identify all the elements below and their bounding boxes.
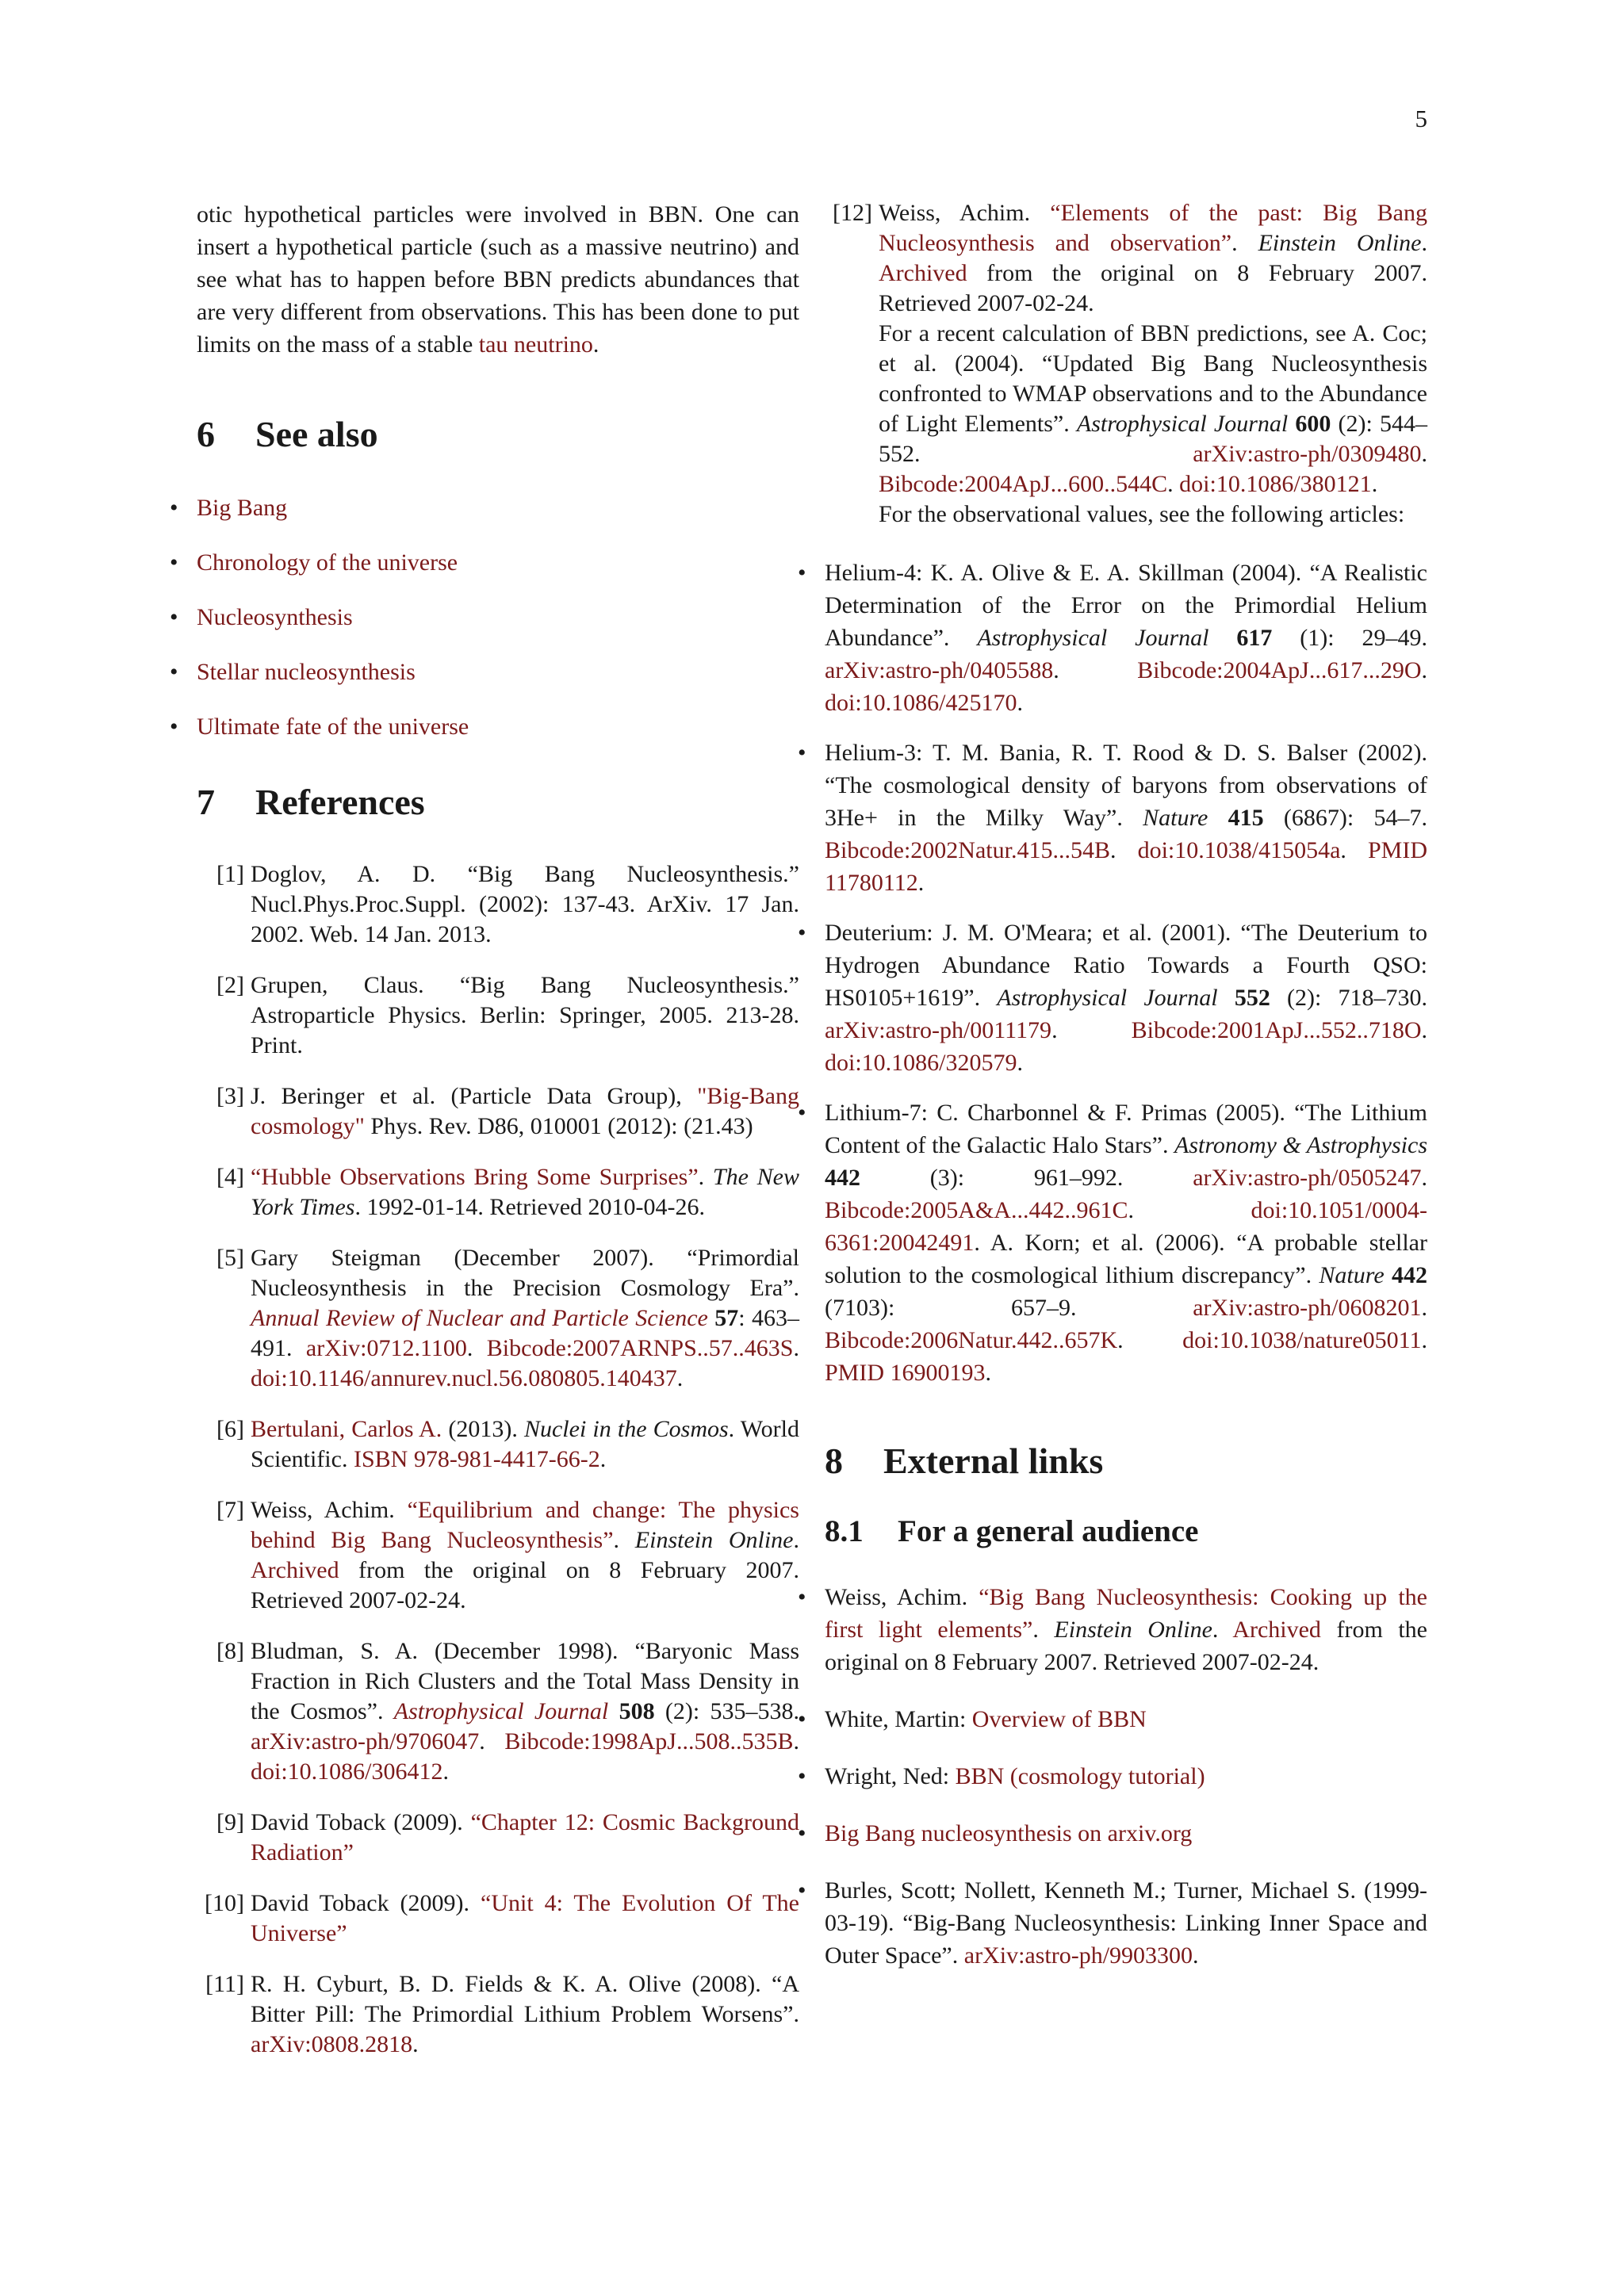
doi-link[interactable]: doi:10.1086/320579: [825, 1050, 1017, 1076]
publication-title: Nature: [1143, 805, 1208, 831]
doi-link[interactable]: doi:10.1086/380121: [1179, 471, 1372, 497]
section-number: 6: [197, 414, 215, 454]
publication-title: Astrophysical Journal: [977, 625, 1209, 651]
reference-paragraph: For the observational values, see the following articles:: [879, 501, 1405, 527]
reference-item: [197, 859, 799, 950]
item-text: (3): 961–992.: [860, 1165, 1193, 1191]
archived-link[interactable]: Archived: [1232, 1617, 1321, 1643]
pmid-link[interactable]: PMID 16900193: [825, 1360, 986, 1386]
section-title: See also: [255, 414, 378, 454]
reference-number: [2]: [216, 972, 244, 998]
reference-number: [11]: [205, 1971, 244, 1997]
see-also-heading: [197, 413, 799, 455]
item-text: [1208, 805, 1228, 831]
volume: 442: [1392, 1262, 1427, 1288]
see-also-link[interactable]: Stellar nucleosynthesis: [197, 659, 416, 685]
reference-item: [197, 1969, 799, 2060]
item-text: (1): 29–49.: [1272, 625, 1427, 651]
reference-item: [197, 1081, 799, 1142]
bibcode-link[interactable]: Bibcode:2006Natur.442..657K: [825, 1327, 1118, 1353]
reference-text: Weiss, Achim.: [251, 1497, 408, 1523]
tau-neutrino-link[interactable]: tau neutrino: [478, 331, 593, 358]
volume: 552: [1234, 985, 1270, 1011]
reference-text: Gary Steigman (December 2007). “Primordial Nucleosynthesis in the Precision Cosmology Era”.: [251, 1245, 799, 1301]
item-text: .: [1017, 1050, 1024, 1076]
item-text: .: [1053, 657, 1138, 683]
reference-item: [197, 1243, 799, 1394]
publication-title: Astrophysical Journal: [997, 985, 1218, 1011]
reference-item: [197, 1636, 799, 1787]
section-number: 7: [197, 782, 215, 822]
list-item: [197, 710, 799, 743]
reference-text: (2): 535–538.: [654, 1698, 799, 1724]
intro-text-end: .: [592, 331, 599, 358]
page-number: 5: [1415, 105, 1427, 132]
arxiv-link[interactable]: arXiv:astro-ph/9706047: [251, 1728, 480, 1755]
item-text: (6867): 54–7.: [1263, 805, 1427, 831]
reference-item: [197, 1808, 799, 1868]
reference-text: from the original on 8 February 2007. Retrieved 2007-02-24.: [251, 1557, 799, 1613]
item-text: .: [917, 870, 925, 896]
observation-list: [825, 557, 1427, 1389]
item-text: [1208, 625, 1236, 651]
publication-title: Nuclei in the Cosmos: [523, 1416, 729, 1442]
item-text: from the original on 8 February 2007. Retrieved 2007-02-24.: [825, 1617, 1427, 1675]
reference-text: (2): 544–552.: [879, 411, 1428, 467]
item-text: .: [1193, 1942, 1199, 1969]
publication-title: Einstein Online: [634, 1527, 794, 1553]
author-link[interactable]: Bertulani, Carlos A.: [251, 1416, 442, 1442]
reference-text: .: [676, 1365, 684, 1391]
intro-paragraph: [197, 198, 799, 361]
reference-text: .: [613, 1527, 635, 1553]
see-also-link[interactable]: Ultimate fate of the universe: [197, 714, 469, 740]
item-text: .: [1128, 1197, 1251, 1223]
publication-title: Einstein Online: [1054, 1617, 1212, 1643]
list-item: [825, 1817, 1427, 1850]
item-text: .: [1421, 1017, 1427, 1043]
reference-text: . 1992-01-14. Retrieved 2010-04-26.: [354, 1194, 706, 1220]
section-title: References: [255, 782, 425, 822]
item-text: .: [1051, 1017, 1132, 1043]
doi-link[interactable]: doi:10.1086/306412: [251, 1758, 443, 1785]
reference-text: J. Beringer et al. (Particle Data Group),: [251, 1083, 698, 1109]
arxiv-link[interactable]: arXiv:0712.1100: [305, 1335, 467, 1361]
item-text: Lithium-7: C. Charbonnel & F. Primas (2005). “The Lithium Content of the Galactic Halo Stars”.: [825, 1100, 1427, 1158]
reference-link[interactable]: “Elements of the past: Big Bang Nucleosynthesis and observation”: [879, 200, 1427, 256]
references-heading: [197, 781, 799, 823]
reference-link[interactable]: “Chapter 12: Cosmic Background Radiation”: [251, 1809, 799, 1866]
reference-text: : 463–491.: [251, 1305, 800, 1361]
item-text: . A. Korn; et al. (2006). “A probable stellar solution to the cosmological lithium discrepancy”.: [825, 1230, 1427, 1288]
list-item: [197, 546, 799, 579]
see-also-link[interactable]: Nucleosynthesis: [197, 604, 353, 630]
list-item: [825, 916, 1427, 1079]
volume: 57: [714, 1305, 739, 1331]
reference-number: [8]: [216, 1638, 244, 1664]
list-item: [825, 1874, 1427, 1972]
item-text: Wright, Ned:: [825, 1763, 956, 1789]
reference-number: [9]: [216, 1809, 244, 1835]
general-audience-heading: [825, 1513, 1427, 1549]
reference-text: (2013).: [442, 1416, 524, 1442]
arxiv-link[interactable]: arXiv:astro-ph/0309480: [1193, 441, 1422, 467]
item-text: Deuterium: J. M. O'Meara; et al. (2001). “The Deuterium to Hydrogen Abundance Ratio Towards a Fourth QSO: HS0105+1619”.: [825, 920, 1427, 1011]
arxiv-link[interactable]: arXiv:0808.2818: [251, 2031, 413, 2057]
item-text: .: [1421, 1327, 1427, 1353]
reference-text: Weiss, Achim.: [879, 200, 1051, 226]
see-also-link[interactable]: Big Bang: [197, 495, 288, 521]
item-text: .: [1421, 657, 1427, 683]
external-link[interactable]: BBN (cosmology tutorial): [955, 1763, 1205, 1789]
reference-text: .: [1231, 230, 1258, 256]
list-item: [197, 601, 799, 633]
see-also-link[interactable]: Chronology of the universe: [197, 549, 458, 576]
reference-text: David Toback (2009).: [251, 1890, 481, 1916]
reference-text: For a recent calculation of BBN predictions, see A. Coc; et al. (2004). “Updated Big Bang Nucleosynthesis confronted to WMAP observations and to the Abundance of Light Elements”.: [879, 320, 1427, 437]
volume: 600: [1295, 411, 1331, 437]
reference-item: [197, 1888, 799, 1949]
right-column: [825, 198, 1427, 1996]
reference-text: .: [793, 1335, 799, 1361]
item-text: Helium-3: T. M. Bania, R. T. Rood & D. S. Balser (2002). “The cosmological density of baryons from observations of 3He+ in the Milky Way”.: [825, 740, 1427, 831]
list-item: [825, 737, 1427, 899]
external-links-heading: [825, 1440, 1427, 1482]
item-text: .: [1340, 837, 1368, 863]
list-item: [825, 1760, 1427, 1793]
item-text: .: [985, 1360, 992, 1386]
reference-number: [10]: [205, 1890, 244, 1916]
reference-number: [5]: [216, 1245, 244, 1271]
publication-title: Astrophysical Journal: [1076, 411, 1289, 437]
item-text: [1218, 985, 1235, 1011]
subsection-title: For a general audience: [898, 1514, 1199, 1548]
publication-title: The New York Times: [251, 1164, 800, 1220]
reference-text: .: [1371, 471, 1378, 497]
section-number: 8: [825, 1441, 843, 1481]
reference-item: [197, 970, 799, 1061]
item-text: .: [1109, 837, 1138, 863]
reference-text: .: [793, 1728, 799, 1755]
item-text: .: [1017, 690, 1024, 716]
arxiv-link[interactable]: arXiv:astro-ph/9903300: [963, 1942, 1193, 1969]
arxiv-link[interactable]: arXiv:astro-ph/0608201: [1193, 1295, 1422, 1321]
list-item: [825, 557, 1427, 719]
reference-text: .: [412, 2031, 419, 2057]
reference-item: [197, 1495, 799, 1616]
item-text: (2): 718–730.: [1270, 985, 1427, 1011]
external-link[interactable]: Big Bang nucleosynthesis on arxiv.org: [825, 1820, 1193, 1846]
list-item: [825, 1703, 1427, 1735]
reference-link[interactable]: “Unit 4: The Evolution Of The Universe”: [251, 1890, 799, 1946]
bibcode-link[interactable]: Bibcode:1998ApJ...508..535B: [504, 1728, 794, 1755]
item-text: .: [1421, 1165, 1427, 1191]
reference-paragraph: [879, 319, 1427, 499]
volume: 508: [619, 1698, 655, 1724]
archived-link[interactable]: Archived: [879, 260, 967, 286]
bibcode-link[interactable]: Bibcode:2001ApJ...552..718O: [1131, 1017, 1422, 1043]
reference-text: .: [442, 1758, 450, 1785]
list-item: [825, 1581, 1427, 1678]
item-text: White, Martin:: [825, 1706, 972, 1732]
item-text: .: [1032, 1617, 1055, 1643]
bibcode-link[interactable]: Bibcode:2007ARNPS..57..463S: [486, 1335, 794, 1361]
reference-text: Grupen, Claus. “Big Bang Nucleosynthesis.” Astroparticle Physics. Berlin: Springer, 2005. 213-28. Print.: [251, 972, 799, 1058]
reference-text: R. H. Cyburt, B. D. Fields & K. A. Olive (2008). “A Bitter Pill: The Primordial Lithium Problem Worsens”.: [251, 1971, 799, 2027]
reference-text: Phys. Rev. D86, 010001 (2012): (21.43): [364, 1113, 753, 1139]
see-also-list: [197, 492, 799, 743]
subsection-number: 8.1: [825, 1514, 864, 1548]
external-link[interactable]: “Big Bang Nucleosynthesis: Cooking up the first light elements”: [825, 1584, 1427, 1643]
left-column: [197, 198, 799, 2080]
reference-text: .: [599, 1446, 607, 1472]
reference-number: [4]: [216, 1164, 244, 1190]
volume: 442: [825, 1165, 860, 1191]
pmid-link[interactable]: PMID 11780112: [825, 837, 1428, 896]
item-text: (7103): 657–9.: [825, 1295, 1193, 1321]
item-text: .: [1421, 1295, 1427, 1321]
reference-text: .: [1421, 230, 1427, 256]
journal-link[interactable]: Annual Review of Nuclear and Particle Science: [251, 1305, 708, 1331]
reference-text: . World Scientific.: [251, 1416, 799, 1472]
bibcode-link[interactable]: Bibcode:2002Natur.415...54B: [825, 837, 1110, 863]
publication-title: Einstein Online: [1258, 230, 1422, 256]
item-text: Weiss, Achim.: [825, 1584, 979, 1610]
doi-link[interactable]: doi:10.1146/annurev.nucl.56.080805.140437: [251, 1365, 677, 1391]
journal-link[interactable]: Astrophysical Journal: [393, 1698, 609, 1724]
reference-text: .: [793, 1527, 799, 1553]
list-item: [825, 1096, 1427, 1389]
bibcode-link[interactable]: Bibcode:2004ApJ...617...29O: [1137, 657, 1422, 683]
reference-item: [825, 198, 1427, 530]
archived-link[interactable]: Archived: [251, 1557, 339, 1583]
list-item: [197, 656, 799, 688]
reference-link[interactable]: “Hubble Observations Bring Some Surprises”: [251, 1164, 699, 1190]
item-text: .: [1117, 1327, 1183, 1353]
reference-link[interactable]: “Equilibrium and change: The physics behind Big Bang Nucleosynthesis”: [251, 1497, 799, 1553]
arxiv-link[interactable]: arXiv:astro-ph/0011179: [825, 1017, 1052, 1043]
item-text: Burles, Scott; Nollett, Kenneth M.; Turner, Michael S. (1999-03-19). “Big-Bang Nucleosynthesis: Linking Inner Space and Outer Space”.: [825, 1877, 1427, 1969]
doi-link[interactable]: doi:10.1038/nature05011: [1182, 1327, 1422, 1353]
reference-text: Bludman, S. A. (December 1998). “Baryonic Mass Fraction in Rich Clusters and the Total Mass Density in the Cosmos”.: [251, 1638, 799, 1724]
reference-number: [12]: [833, 200, 872, 226]
publication-title: Nature: [1319, 1262, 1385, 1288]
reference-item: [197, 1162, 799, 1223]
reference-number: [1]: [216, 861, 244, 887]
bibcode-link[interactable]: Bibcode:2005A&A...442..961C: [825, 1197, 1128, 1223]
reference-number: [6]: [216, 1416, 244, 1442]
reference-text: .: [479, 1728, 505, 1755]
isbn-link[interactable]: ISBN 978-981-4417-66-2: [353, 1446, 600, 1472]
item-text: [1385, 1262, 1392, 1288]
external-links-list: [825, 1581, 1427, 1972]
list-item: [197, 492, 799, 524]
reference-text: from the original on 8 February 2007. Retrieved 2007-02-24.: [879, 260, 1427, 316]
volume: 415: [1228, 805, 1264, 831]
reference-text: [608, 1698, 619, 1724]
item-text: .: [1212, 1617, 1233, 1643]
volume: 617: [1236, 625, 1273, 651]
reference-text: .: [698, 1164, 713, 1190]
reference-text: .: [1167, 471, 1180, 497]
reference-text: Doglov, A. D. “Big Bang Nucleosynthesis.” Nucl.Phys.Proc.Suppl. (2002): 137-43. ArXiv. 17 Jan. 2002. Web. 14 Jan. 2013.: [251, 861, 799, 947]
reference-text: .: [466, 1335, 487, 1361]
reference-number: [7]: [216, 1497, 244, 1523]
reference-list: [197, 859, 799, 2060]
reference-number: [3]: [216, 1083, 244, 1109]
item-text: Helium-4: K. A. Olive & E. A. Skillman (2004). “A Realistic Determination of the Error on the Primordial Helium Abundance”.: [825, 560, 1427, 651]
publication-title: Astronomy & Astrophysics: [1174, 1132, 1427, 1158]
arxiv-link[interactable]: arXiv:astro-ph/0405588: [825, 657, 1054, 683]
reference-list-continued: [825, 198, 1427, 530]
section-title: External links: [883, 1441, 1104, 1481]
reference-text: David Toback (2009).: [251, 1809, 471, 1835]
doi-link[interactable]: doi:10.1086/425170: [825, 690, 1017, 716]
doi-link[interactable]: doi:10.1038/415054a: [1137, 837, 1341, 863]
reference-link[interactable]: "Big-Bang cosmology": [251, 1083, 799, 1139]
reference-text: .: [1421, 441, 1427, 467]
reference-paragraph: [879, 198, 1427, 319]
reference-item: [197, 1414, 799, 1475]
intro-text: otic hypothetical particles were involved in BBN. One can insert a hypothetical particle (such as a massive neutrino) and see what has to happen before BBN predicts abundances that are very different from observations. This has been done to put limits on the mass of a stable: [197, 201, 799, 358]
arxiv-link[interactable]: arXiv:astro-ph/0505247: [1193, 1165, 1422, 1191]
external-link[interactable]: Overview of BBN: [971, 1706, 1147, 1732]
doi-link[interactable]: doi:10.1051/0004-6361:20042491: [825, 1197, 1427, 1256]
bibcode-link[interactable]: Bibcode:2004ApJ...600..544C: [879, 471, 1168, 497]
